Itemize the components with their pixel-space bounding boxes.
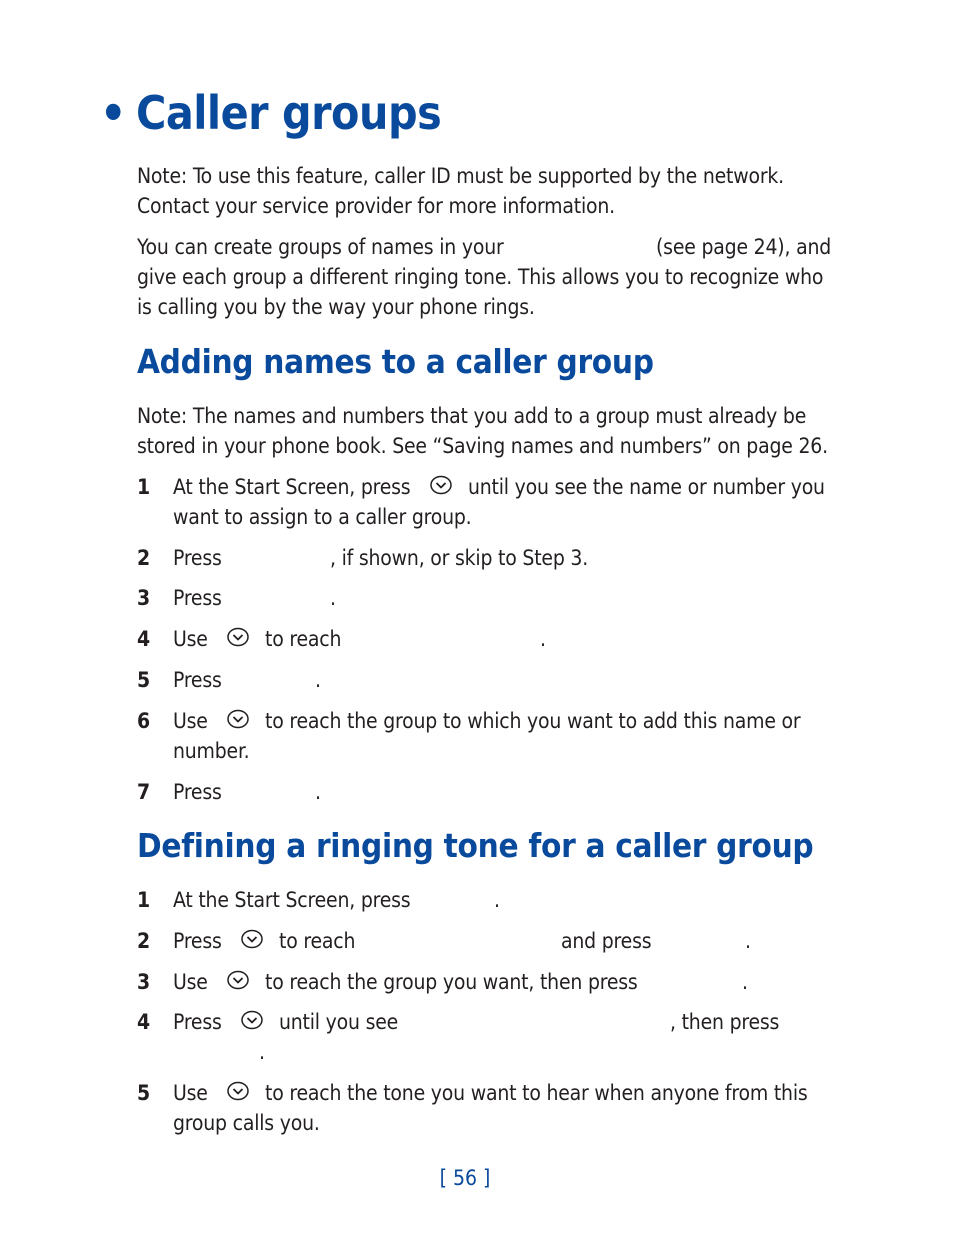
step-text: Use xyxy=(173,709,208,733)
section-heading-adding-names: Adding names to a caller group xyxy=(137,342,654,381)
step-number: 7 xyxy=(137,780,150,804)
step-text: Press xyxy=(173,546,222,570)
intro-para-line-3: is calling you by the way your phone rings. xyxy=(137,295,535,319)
bullet-icon: • xyxy=(100,86,126,140)
step-text: until you see xyxy=(279,1010,399,1034)
step-text: to reach the group you want, then press xyxy=(265,970,638,994)
step-text: , then press xyxy=(670,1010,780,1034)
scroll-down-icon xyxy=(227,626,247,646)
scroll-down-icon xyxy=(227,1080,247,1100)
step-number: 3 xyxy=(137,970,150,994)
step-text: . xyxy=(540,627,546,651)
section1-note-line-1: Note: The names and numbers that you add to a group must already be xyxy=(137,404,807,428)
section1-note-line-2: stored in your phone book. See “Saving names and numbers” on page 26. xyxy=(137,434,828,458)
step-text: Press xyxy=(173,780,222,804)
step-number: 3 xyxy=(137,586,150,610)
page-number: [ 56 ] xyxy=(439,1166,491,1190)
scroll-down-icon xyxy=(227,969,247,989)
step-text: Press xyxy=(173,929,222,953)
intro-para-line-1b: (see page 24), and xyxy=(656,235,832,259)
step-text: Use xyxy=(173,1081,208,1105)
step-number: 1 xyxy=(137,475,150,499)
step-number: 2 xyxy=(137,546,150,570)
step-text: Press xyxy=(173,586,222,610)
step-text: . xyxy=(315,780,321,804)
step-number: 4 xyxy=(137,627,150,651)
page-title-text: Caller groups xyxy=(135,86,442,140)
section-heading-ringing-tone: Defining a ringing tone for a caller group xyxy=(137,826,814,865)
intro-note-line-2: Contact your service provider for more information. xyxy=(137,194,615,218)
step-text-continued: . xyxy=(259,1040,265,1064)
step-text: and press xyxy=(561,929,652,953)
intro-para-line-2: give each group a different ringing tone. This allows you to recognize who xyxy=(137,265,824,289)
step-number: 6 xyxy=(137,709,150,733)
step-text-continued: number. xyxy=(173,739,250,763)
step-number: 4 xyxy=(137,1010,150,1034)
step-number: 5 xyxy=(137,1081,150,1105)
scroll-down-icon xyxy=(241,928,261,948)
step-text: to reach xyxy=(279,929,356,953)
step-text: At the Start Screen, press xyxy=(173,888,411,912)
intro-para-line-1a: You can create groups of names in your xyxy=(137,235,504,259)
step-number: 2 xyxy=(137,929,150,953)
step-text: . xyxy=(315,668,321,692)
step-text: Press xyxy=(173,1010,222,1034)
step-text-continued: group calls you. xyxy=(173,1111,320,1135)
step-number: 1 xyxy=(137,888,150,912)
step-text: until you see the name or number you xyxy=(468,475,825,499)
step-text: Press xyxy=(173,668,222,692)
scroll-down-icon xyxy=(241,1009,261,1029)
step-text: . xyxy=(742,970,748,994)
intro-note-line-1: Note: To use this feature, caller ID must be supported by the network. xyxy=(137,164,784,188)
step-text: . xyxy=(745,929,751,953)
step-text: Use xyxy=(173,627,208,651)
scroll-down-icon xyxy=(430,474,450,494)
step-text: , if shown, or skip to Step 3. xyxy=(330,546,589,570)
step-text: At the Start Screen, press xyxy=(173,475,411,499)
step-text: to reach the tone you want to hear when anyone from this xyxy=(265,1081,808,1105)
step-text: . xyxy=(494,888,500,912)
step-number: 5 xyxy=(137,668,150,692)
scroll-down-icon xyxy=(227,708,247,728)
step-text: . xyxy=(330,586,336,610)
step-text: Use xyxy=(173,970,208,994)
step-text-continued: want to assign to a caller group. xyxy=(173,505,472,529)
step-text: to reach the group to which you want to add this name or xyxy=(265,709,801,733)
page-title xyxy=(100,86,441,140)
step-text: to reach xyxy=(265,627,342,651)
